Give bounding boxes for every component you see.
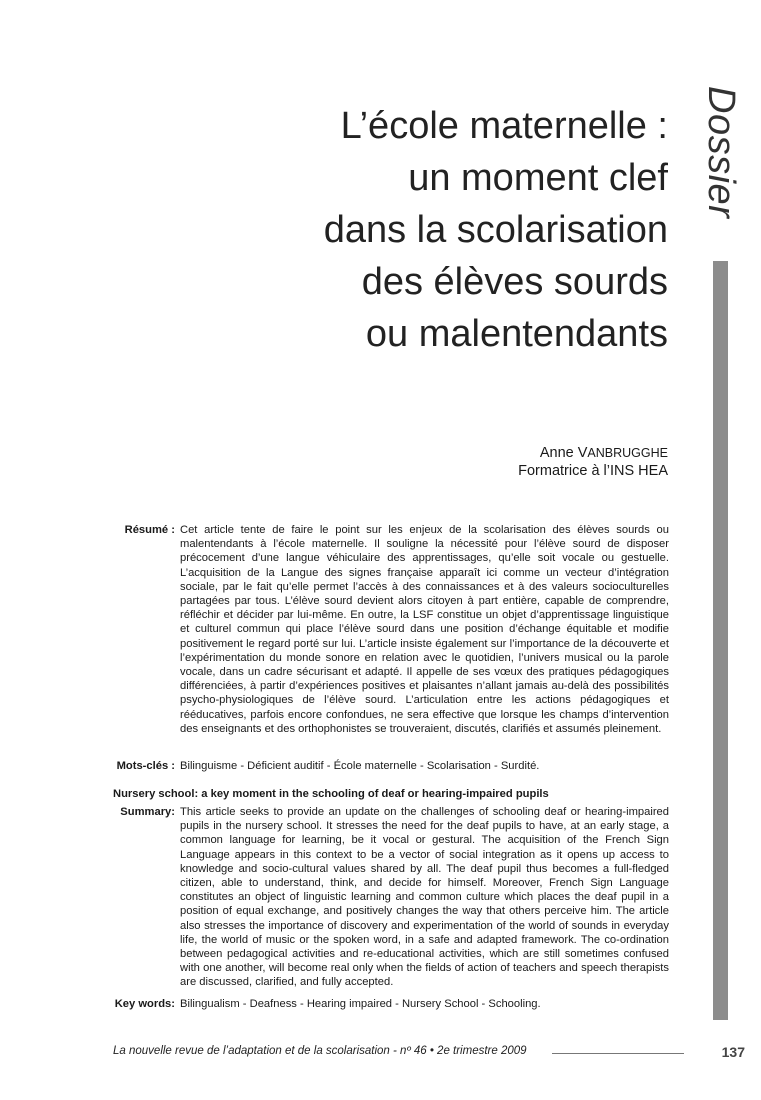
author-affiliation: Formatrice à l’INS HEA: [518, 463, 668, 479]
section-label: Dossier: [700, 86, 742, 219]
author-block: [518, 444, 668, 480]
keywords-fr-label: Mots-clés :: [116, 760, 175, 772]
title-line: des élèves sourds: [361, 261, 668, 303]
resume-block: [113, 523, 669, 736]
english-title: Nursery school: a key moment in the schooling of deaf or hearing-impaired pupils: [113, 788, 549, 800]
summary-text: This article seeks to provide an update on the challenges of schooling deaf or hearing-impaired pupils in the nursery school. It stresses the need for the deaf pupils to have, at an early stage, a common language for learning, be it vocal or gestural. The acquisition of the French Sign Language appears in this context to be a vector of social integration as it opens up access to knowledge and socio-cultural values shared by all. The deaf pupil thus becomes a full-fledged citizen, able to understand, think, and decide for himself. Moreover, French Sign Language constitutes an object of linguistic learning and common culture which places the deaf pupil in a position of equal exchange, and positively changes the way that others perceive him. The article also stresses the importance of discovery and experimentation of the world of sounds in everyday life, the world of music or the spoken word, in a safe and adapted framework. The co-ordination between pedagogical activities and re-educational activities, which are still sometimes confused with one another, will become real only when the fields of action of teachers and speech therapists are discussed, clarified, and fully accepted.: [180, 806, 669, 989]
title-line: ou malentendants: [365, 313, 668, 355]
keywords-fr-text: Bilinguisme - Déficient auditif - École maternelle - Scolarisation - Surdité.: [180, 760, 540, 772]
footer-divider: [552, 1053, 684, 1054]
summary-block: [113, 805, 669, 990]
resume-label: Résumé :: [124, 524, 175, 536]
title-line: L’école maternelle :: [340, 105, 668, 147]
keywords-en-label: Key words:: [114, 998, 175, 1010]
resume-text: Cet article tente de faire le point sur les enjeux de la scolarisation des élèves sourds ou malentendants à l’école maternelle. Il souligne la nécessité pour l’élève sourd de disposer précocement d’une langue véhiculaire des apprentissages, qu’elle soit vocale ou gestuelle. L’acquisition de la Langue des signes française apparaît ici comme un vecteur d’intégration sociale, par le fait qu’elle permet l’accès à des connaissances et à des valeurs socioculturelles partagées par tous. L’élève sourd devient alors citoyen à part entière, capable de comprendre, réfléchir et décider par lui-même. En outre, la LSF constitue un objet d’apprentissage linguistique et culturel commun qui place l’élève sourd dans une position d’échange équitable et modifie positivement le regard porté sur lui. L’article insiste également sur l’importance de la découverte et l’expérimentation du monde sonore en relation avec le quotidien, l’univers musical ou la parole vocale, dans un cadre sécurisant et adapté. Il appelle de ses vœux des pratiques pédagogiques différenciées, à partir d’expériences positives et plaisantes n’allant jamais au-delà des possibilités psycho-physiologiques de l’élève sourd. L’articulation entre les actions pédagogiques et rééducatives, parfois encore confondues, ne sera effective que lorsque les champs d’intervention des enseignants et des orthophonistes se trouveraient, discutés, clarifiés et assumés pleinement.: [180, 524, 669, 735]
article-title: [228, 100, 668, 360]
summary-label: Summary:: [120, 806, 175, 818]
side-bar-decoration: [713, 261, 728, 1020]
page-number: 137: [721, 1044, 745, 1060]
keywords-en-block: [113, 997, 669, 1011]
journal-footer: La nouvelle revue de l’adaptation et de la scolarisation - nº 46 • 2e trimestre 2009: [113, 1045, 527, 1057]
keywords-en-text: Bilingualism - Deafness - Hearing impaired - Nursery School - Schooling.: [180, 998, 541, 1010]
keywords-fr-block: [113, 759, 669, 773]
title-line: dans la scolarisation: [323, 209, 668, 251]
author-name: Anne VANBRUGGHE: [539, 445, 668, 461]
title-line: un moment clef: [408, 157, 668, 199]
